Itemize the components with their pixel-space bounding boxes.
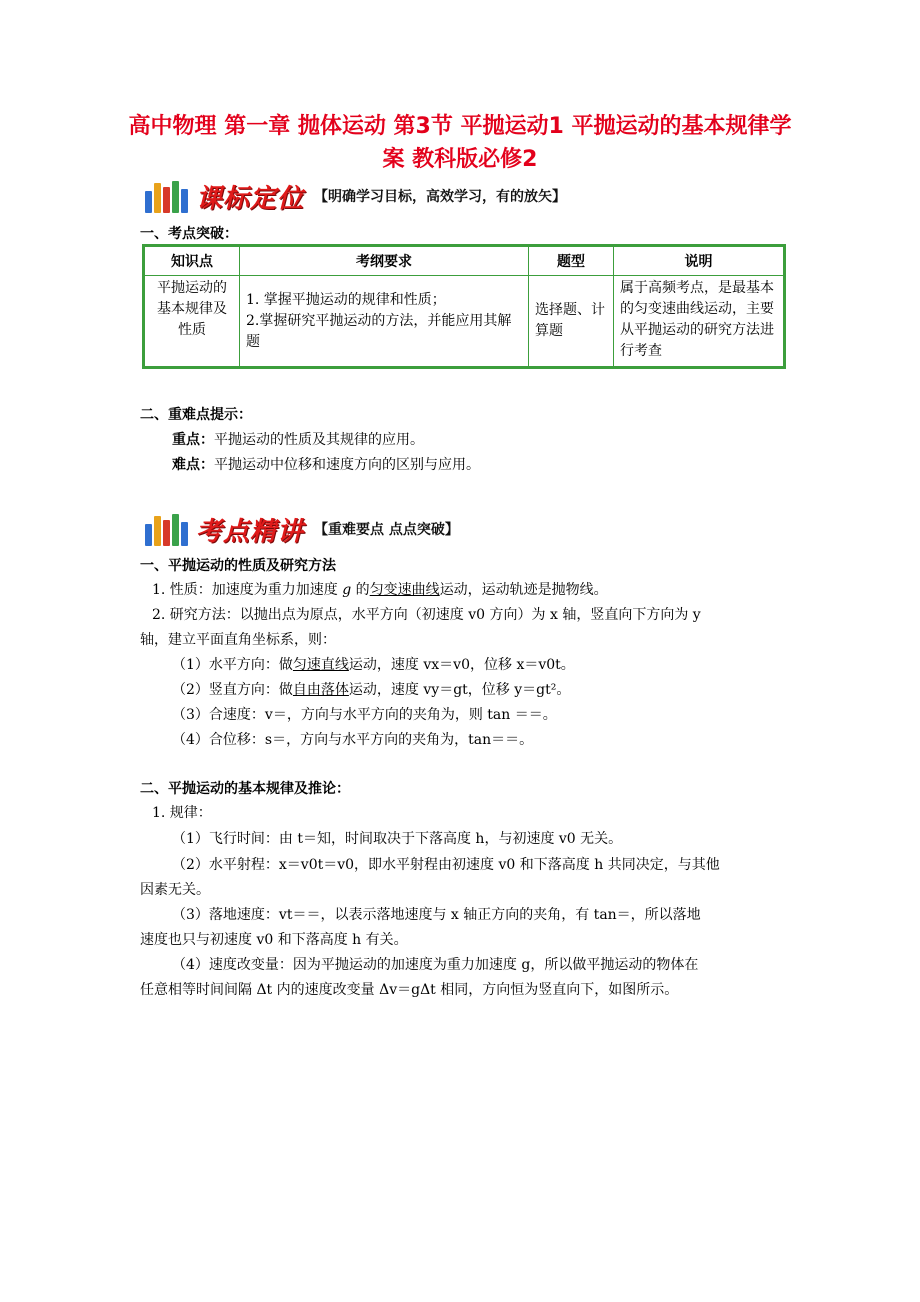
banner-course-objectives xyxy=(145,176,566,216)
property-underlined: 匀变速曲线 xyxy=(369,582,440,598)
document-title xyxy=(120,110,800,176)
difficult-point-label: 难点： xyxy=(172,457,214,473)
books-icon xyxy=(145,512,190,546)
part1-item-2 xyxy=(172,680,570,700)
requirement-1: 1. 掌握平抛运动的规律和性质； xyxy=(246,291,446,308)
title-line-2: 案 教科版必修2 xyxy=(382,147,538,172)
part2-rule-4-line-1: （4）速度改变量：因为平抛运动的加速度为重力加速度 g，所以做平抛运动的物体在 xyxy=(172,957,699,973)
part1-heading: 一、平抛运动的性质及研究方法 xyxy=(140,558,336,574)
part1-method-line-2: 轴，建立平面直角坐标系，则： xyxy=(140,632,336,648)
cell-requirement xyxy=(240,276,529,368)
banner-subtitle: 【明确学习目标，高效学习，有的放矢】 xyxy=(314,189,567,205)
property-g: g xyxy=(342,582,352,598)
difficult-point-line xyxy=(172,455,480,475)
key-point-label: 重点： xyxy=(172,432,214,448)
part2-rule-label: 1. 规律： xyxy=(152,805,212,821)
part1-item-1 xyxy=(172,655,575,675)
part2-rule-2-line-2: 因素无关。 xyxy=(140,882,210,898)
item1-underlined: 匀速直线 xyxy=(292,657,349,673)
table-row xyxy=(144,276,785,368)
part2-heading: 二、平抛运动的基本规律及推论： xyxy=(140,781,350,797)
item2-text-b: 运动，速度 vy＝gt，位移 y＝gt²。 xyxy=(348,682,571,698)
property-text-a: 1. 性质：加速度为重力加速度 xyxy=(152,582,343,598)
cell-knowledge: 平抛运动的基本规律及性质 xyxy=(144,276,240,368)
header-knowledge: 知识点 xyxy=(144,246,240,276)
key-point-text: 平抛运动的性质及其规律的应用。 xyxy=(214,432,424,448)
part2-rule-1: （1）飞行时间：由 t＝知，时间取决于下落高度 h，与初速度 v0 无关。 xyxy=(172,831,623,847)
property-text-b: 的 xyxy=(351,582,370,598)
item2-text-a: （2）竖直方向：做 xyxy=(172,682,293,698)
item2-underlined: 自由落体 xyxy=(292,682,349,698)
part1-item-4: （4）合位移：s＝，方向与水平方向的夹角为，tan＝＝。 xyxy=(172,732,534,748)
property-text-c: 运动，运动轨迹是抛物线。 xyxy=(439,582,608,598)
difficult-point-text: 平抛运动中位移和速度方向的区别与应用。 xyxy=(214,457,480,473)
part2-rule-4-line-2: 任意相等时间间隔 Δt 内的速度改变量 Δv＝gΔt 相同，方向恒为竖直向下，如图所示。 xyxy=(140,982,679,998)
part2-rule-2-line-1: （2）水平射程：x＝v0t＝v0，即水平射程由初速度 v0 和下落高度 h 共同决定，与其他 xyxy=(172,857,720,873)
banner-subtitle: 【重难要点 点点突破】 xyxy=(314,522,459,538)
requirement-2: 2.掌握研究平抛运动的方法，并能应用其解题 xyxy=(246,312,512,350)
part1-method-line-1: 2. 研究方法：以抛出点为原点，水平方向（初速度 v0 方向）为 x 轴，竖直向下方向为 y xyxy=(152,607,701,623)
header-requirement: 考纲要求 xyxy=(240,246,529,276)
section-key-points-heading: 二、重难点提示： xyxy=(140,407,252,423)
part2-rule-3-line-2: 速度也只与初速度 v0 和下落高度 h 有关。 xyxy=(140,932,408,948)
key-point-line xyxy=(172,430,424,450)
exam-points-table xyxy=(142,244,786,369)
part1-item-3: （3）合速度：v＝，方向与水平方向的夹角为，则 tan ＝＝。 xyxy=(172,707,557,723)
header-note: 说明 xyxy=(614,246,785,276)
title-line-1: 高中物理 第一章 抛体运动 第3节 平抛运动1 平抛运动的基本规律学 xyxy=(128,114,792,139)
item1-text-a: （1）水平方向：做 xyxy=(172,657,293,673)
item1-text-b: 运动，速度 vx＝v0，位移 x＝v0t。 xyxy=(348,657,575,673)
section-exam-points-heading: 一、考点突破： xyxy=(140,226,238,242)
header-type: 题型 xyxy=(529,246,614,276)
table-header-row xyxy=(144,246,785,276)
part1-property xyxy=(152,580,608,600)
banner-key-explanations xyxy=(145,509,459,549)
cell-type: 选择题、计算题 xyxy=(529,276,614,368)
part2-rule-3-line-1: （3）落地速度：vt＝＝，以表示落地速度与 x 轴正方向的夹角，有 tan＝，所以落地 xyxy=(172,907,701,923)
banner-heading: 考点精讲 xyxy=(196,516,305,547)
books-icon xyxy=(145,179,190,213)
banner-heading: 课标定位 xyxy=(196,183,305,214)
cell-note: 属于高频考点，是最基本的匀变速曲线运动，主要从平抛运动的研究方法进行考查 xyxy=(614,276,785,368)
